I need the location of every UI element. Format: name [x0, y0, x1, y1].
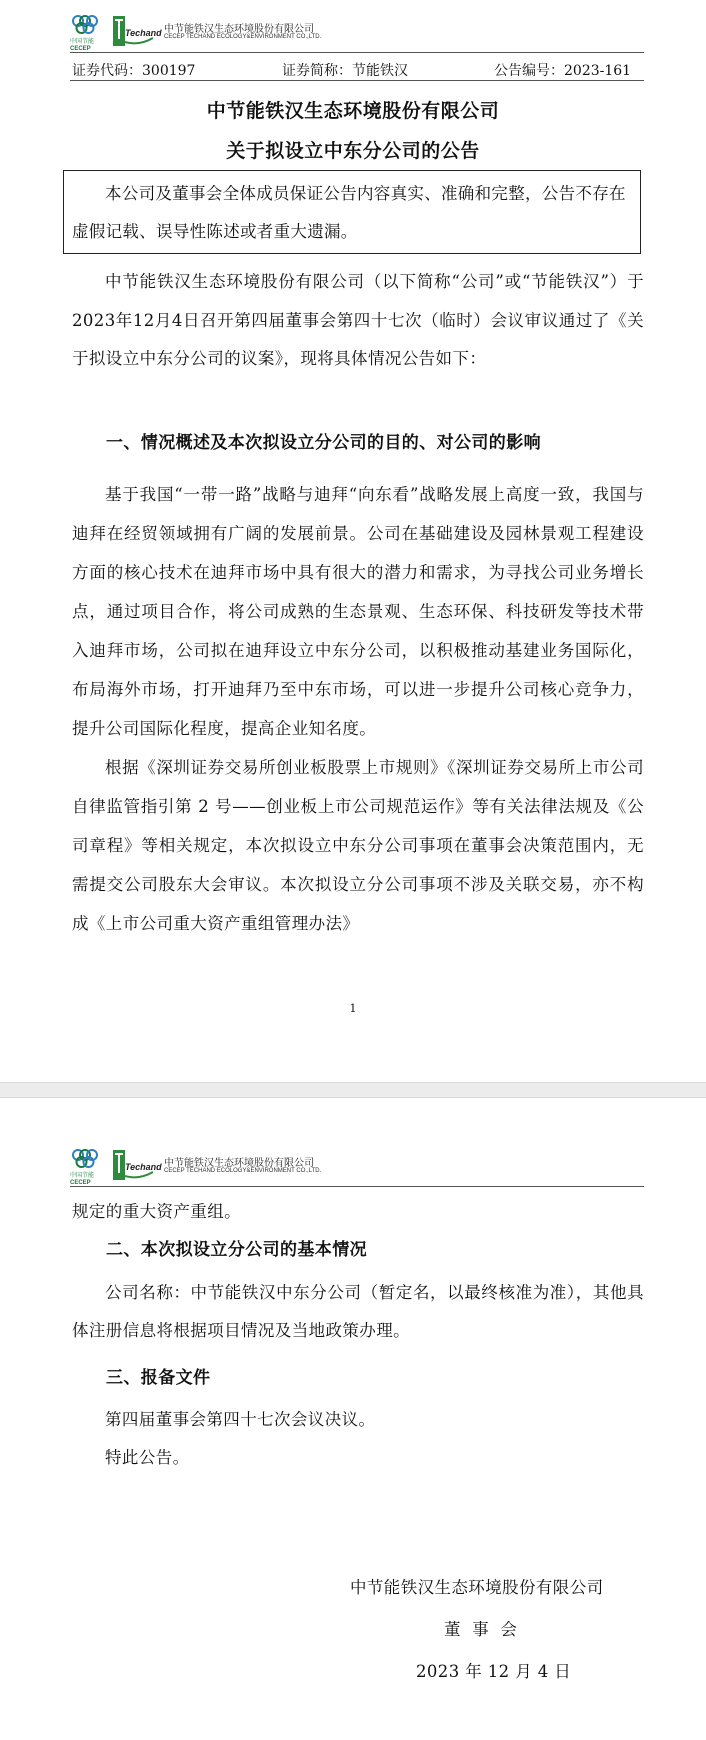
- techand-wordmark: Techand: [125, 1162, 162, 1172]
- letterhead: [70, 14, 644, 52]
- letterhead: [70, 1148, 644, 1186]
- section-1-paragraph-1: 基于我国“一带一路”战略与迪拜“向东看”战略发展上高度一致，我国与迪拜在经贸领域拥有广阔的发展前景。公司在基础建设及园林景观工程建设方面的核心技术在迪拜市场中具有很大的潜力和需求，为寻找公司业务增长点，通过项目合作，将公司成熟的生态景观、生态环保、科技研发等技术带入迪拜市场，公司拟在迪拜设立中东分公司，以积极推动基建业务国际化，布局海外市场，打开迪拜乃至中东市场，可以进一步提升公司核心竞争力，提升公司国际化程度，提高企业知名度。: [72, 485, 644, 738]
- meta-rule: [70, 80, 644, 81]
- announcement-number: 公告编号：2023-161: [494, 63, 632, 79]
- disclaimer-text: 本公司及董事会全体成员保证公告内容真实、准确和完整，公告不存在虚假记载、误导性陈述或者重大遗漏。: [72, 184, 626, 241]
- letterhead-company-zh: 中节能铁汉生态环境股份有限公司: [164, 24, 314, 35]
- section-3-item: 第四届董事会第四十七次会议决议。: [105, 1410, 376, 1429]
- disclaimer-box: [63, 170, 641, 254]
- continuation-block: [72, 1194, 644, 1230]
- page-number: 1: [349, 1002, 357, 1015]
- intro-block: [72, 263, 644, 379]
- section-3-block: [72, 1401, 644, 1477]
- section-2-block: [72, 1274, 644, 1350]
- page-break: [0, 1082, 706, 1098]
- letterhead-company-zh: 中节能铁汉生态环境股份有限公司: [164, 1158, 314, 1169]
- section-1-paragraph-2-cont: 规定的重大资产重组。: [72, 1202, 241, 1221]
- signature-date: 2023 年 12 月 4 日: [416, 1662, 572, 1681]
- signature-board: 董 事 会: [444, 1620, 518, 1639]
- letterhead-company-en: CECEP TECHAND ECOLOGY&ENVIRONMENT CO.,LTD.: [164, 34, 322, 40]
- section-1-block: [72, 475, 644, 943]
- techand-logo: [113, 16, 162, 46]
- signature-company: 中节能铁汉生态环境股份有限公司: [350, 1578, 604, 1597]
- techand-logo: [113, 1150, 162, 1180]
- letterhead-company-en: CECEP TECHAND ECOLOGY&ENVIRONMENT CO.,LTD.: [164, 1168, 322, 1174]
- section-3-heading: 三、报备文件: [106, 1368, 211, 1388]
- section-2-paragraph: 公司名称：中节能铁汉中东分公司（暂定名，以最终核准为准），其他具体注册信息将根据项目情况及当地政策办理。: [72, 1283, 644, 1340]
- stock-code: 证券代码：300197: [72, 63, 196, 79]
- title-company: 中节能铁汉生态环境股份有限公司: [206, 100, 500, 122]
- section-1-paragraph-2: 根据《深圳证券交易所创业板股票上市规则》《深圳证券交易所上市公司自律监管指引第 2 号——创业板上市公司规范运作》等有关法律法规及《公司章程》等相关规定，本次拟设立中东分公司事项在董事会决策范围内，无需提交公司股东大会审议。本次拟设立分公司事项不涉及关联交易，亦不构成《上市公司重大资产重组管理办法》: [72, 758, 644, 933]
- cecep-logo-text: 中国节能 CECEP: [70, 39, 95, 52]
- intro-paragraph: 中节能铁汉生态环境股份有限公司（以下简称“公司”或“节能铁汉”）于2023年12月4日召开第四届董事会第四十七次（临时）会议审议通过了《关于拟设立中东分公司的议案》，现将具体情况公告如下：: [72, 272, 644, 368]
- section-2-heading: 二、本次拟设立分公司的基本情况: [106, 1240, 367, 1260]
- stock-short-name: 证券简称：节能铁汉: [282, 63, 408, 79]
- closing-text: 特此公告。: [105, 1448, 190, 1467]
- section-1-heading: 一、情况概述及本次拟设立分公司的目的、对公司的影响: [106, 433, 541, 453]
- cecep-logo-text: 中国节能 CECEP: [70, 1173, 95, 1186]
- document-page-2: [0, 1098, 706, 1740]
- title-subject: 关于拟设立中东分公司的公告: [226, 140, 480, 162]
- techand-wordmark: Techand: [125, 28, 162, 38]
- header-rule: [70, 1186, 644, 1187]
- header-rule: [70, 52, 644, 53]
